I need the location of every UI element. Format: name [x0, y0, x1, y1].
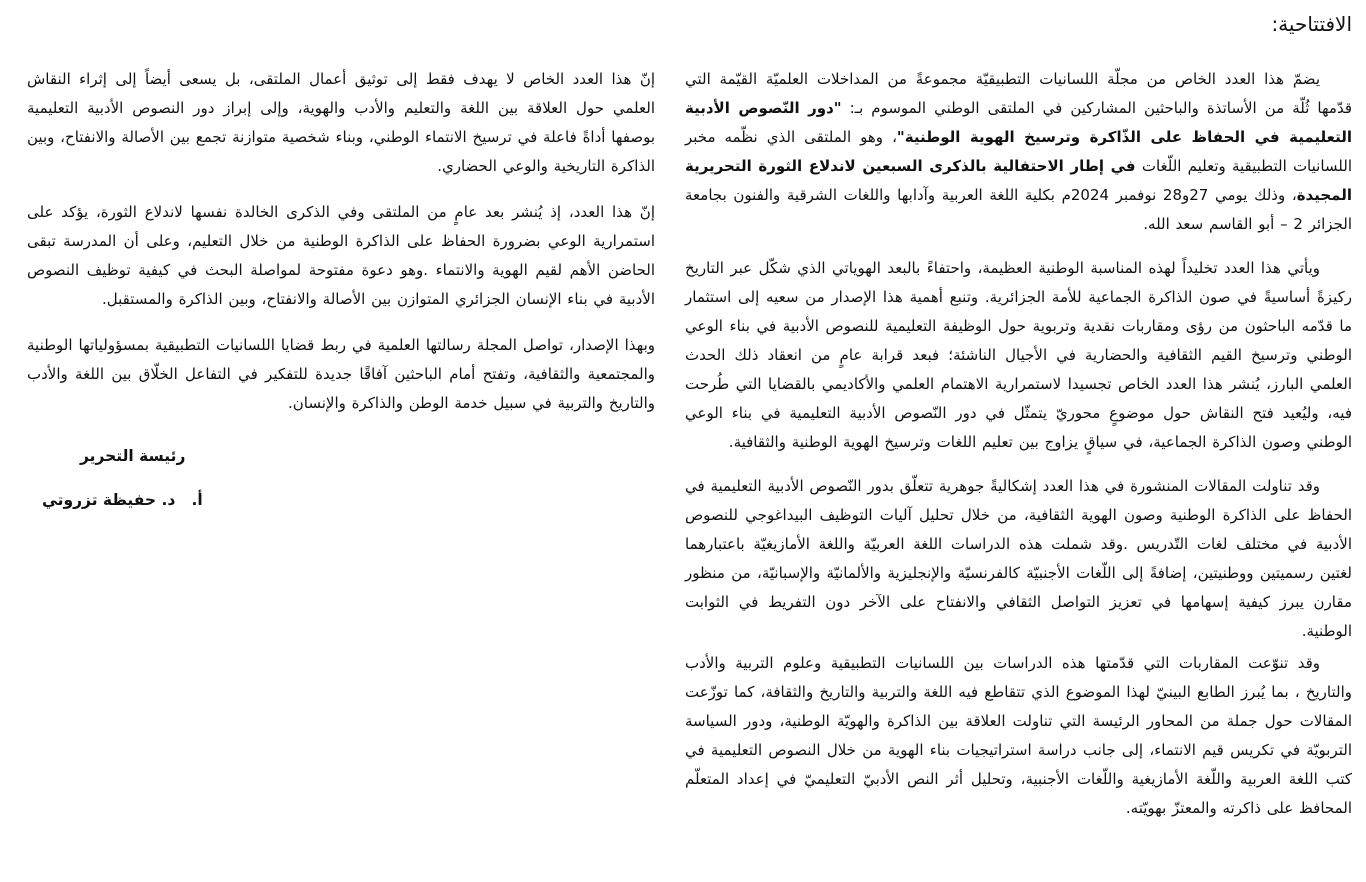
bold-text-run: "دور النّصوص الأدبية التعليمية في الحفاظ على الذّاكرة وترسيخ الهوية الوطنية" — [685, 99, 1352, 146]
text-run: وقد تناولت المقالات المنشورة في هذا العدد إشكاليةً جوهرية تتعلّق بدور النّصوص الأدبية التعليمية في الحفاظ على الذاكرة الوطنية وصون الهوية الثقافية، من خلال تحليل آليات التوظيف البيداغوجي للنصوص الأدبية في مختلف لغات التّدريس .وقد شملت هذه الدراسات اللغة العربيّة واللغة الأمازيغيّة باعتبارهما لغتين رسميتين ووطنيتين، إضافةً إلى اللّغات الأجنبيّة كالفرنسيّة والإنجليزية والألمانيّة والإسبانيّة، من منظور مقارن يبرز كيفية إسهامها في تعزيز التواصل الثقافي والانفتاح على الآخر دون التفريط في الثوابت الوطنية. — [685, 477, 1352, 640]
signature-role: رئيسة التحرير — [80, 447, 186, 465]
paragraph — [685, 649, 1352, 823]
text-run: ويأتي هذا العدد تخليداً لهذه المناسبة الوطنية العظيمة، واحتفاءً بالبعد الهوياتي الذي شكّل عبر التاريخ ركيزةً أساسيةً في صون الذاكرة الجماعية للأمة الجزائرية. وتنبع أهمية هذا الإصدار من سعيه إلى استثمار ما قدّمه الباحثون من رؤى ومقاربات نقدية وتربوية حول الوظيفة التعليمية للنصوص الأدبية في بناء الوعي الوطني وترسيخ القيم الثقافية والحضارية في الأجيال الناشئة؛ فبعد قرابة عامٍ من انعقاد ذلك الحدث العلمي البارز، يُنشر هذا العدد الخاص تجسيدا لاستمرارية الاهتمام العلمي والأكاديمي بالقضايا التي طُرحت فيه، وليُعيد فتح النقاش حول موضوعٍ محوريّ يتمثّل في دور النّصوص الأدبية التعليمية في بناء الوعي الوطني وصون الذاكرة الجماعية، في سياقٍ يزاوج بين تعليم اللغات وترسيخ الهوية الوطنية والثقافية. — [685, 259, 1352, 451]
side-paragraphs — [27, 65, 655, 418]
page-title: الافتتاحية: — [1271, 12, 1352, 36]
text-run: ، وذلك يومي 27و28 نوفمبر 2024م بكلية اللغة العربية وآدابها واللغات الشرقية والفنون بجامعة الجزائر 2 – أبو القاسم سعد الله. — [685, 186, 1352, 233]
paragraph — [685, 472, 1352, 646]
text-run: إنّ هذا العدد الخاص لا يهدف فقط إلى توثيق أعمال الملتقى، بل يسعى أيضاً إلى إثراء النقاش العلمي حول العلاقة بين اللغة والتعليم والأدب والهوية، وإلى إبراز دور النصوص الأدبية التعليمية بوصفها أداةً فاعلة في ترسيخ الانتماء الوطني، وبناء شخصية متوازنة تجمع بين الأصالة والانفتاح، وبين الذاكرة التاريخية والوعي الحضاري. — [27, 70, 655, 175]
paragraph — [685, 65, 1352, 239]
text-run: يضمّ هذا العدد الخاص من مجلّة اللسانيات التطبيقيّة مجموعةً من المداخلات العلميّة القيّمة التي قدّمها ثُلّة من الأساتذة والباحثين المشاركين في الملتقى الوطني الموسوم بـ: — [685, 70, 1352, 117]
text-run: ، وهو الملتقى الذي نظّمه مخبر اللسانيات التطبيقية وتعليم اللّغات — [685, 128, 1352, 175]
paragraph — [27, 198, 655, 314]
side-column — [27, 65, 655, 511]
text-run: إنّ هذا العدد، إذ يُنشر بعد عامٍ من الملتقى وفي الذكرى الخالدة نفسها لاندلاع الثورة، يؤكد على استمرارية الوعي بضرورة الحفاظ على الذاكرة الوطنية من خلال التعليم، وعلى أن المدرسة تبقى الحاضن الأهم لقيم الهوية والانتماء .وهو دعوة مفتوحة لمواصلة البحث في كيفية توظيف النصوص الأدبية في بناء الإنسان الجزائري المتوازن بين الأصالة والانفتاح، وبين الذاكرة والمستقبل. — [27, 203, 655, 308]
paragraph — [685, 254, 1352, 457]
paragraph — [27, 65, 655, 181]
bold-text-run: في إطار الاحتفالية بالذكرى السبعين لاندلاع الثورة التحريرية المجيدة — [685, 157, 1352, 204]
text-run: وبهذا الإصدار، تواصل المجلة رسالتها العلمية في ربط قضايا اللسانيات التطبيقية بمسؤولياتها الوطنية والمجتمعية والثقافية، وتفتح أمام الباحثين آفاقًا جديدة للتفكير في التفاعل الخلّاق بين اللغة والأدب والتاريخ والتربية في سبيل خدمة الوطن والذاكرة والإنسان. — [27, 336, 655, 412]
signature-name: أ. د. حفيظة تزروتي — [42, 491, 203, 509]
two-column-layout — [27, 65, 1352, 838]
signature-block — [27, 445, 655, 511]
main-column — [685, 65, 1352, 838]
text-run: وقد تنوّعت المقاربات التي قدّمتها هذه الدراسات بين اللسانيات التطبيقية وعلوم التربية والأدب والتاريخ ، بما يُبرز الطابع البينيّ لهذا الموضوع الذي تتقاطع فيه اللغة والتربية والتاريخ والثقافة، كما توزّعت المقالات حول جملة من المحاور الرئيسة التي تناولت العلاقة بين الذاكرة والهويّة الوطنية، ودور السياسة التربويّة في تكريس قيم الانتماء، إلى جانب دراسة استراتيجيات بناء الهوية من خلال النصوص التعليمية في كتب اللغة العربية واللّغة الأمازيغية واللّغات الأجنبية، وتحليل أثر النص الأدبيّ التعليميّ في إعداد المتعلّم المحافظ على ذاكرته والمعتزّ بهويّته. — [685, 654, 1352, 817]
paragraph — [27, 331, 655, 418]
